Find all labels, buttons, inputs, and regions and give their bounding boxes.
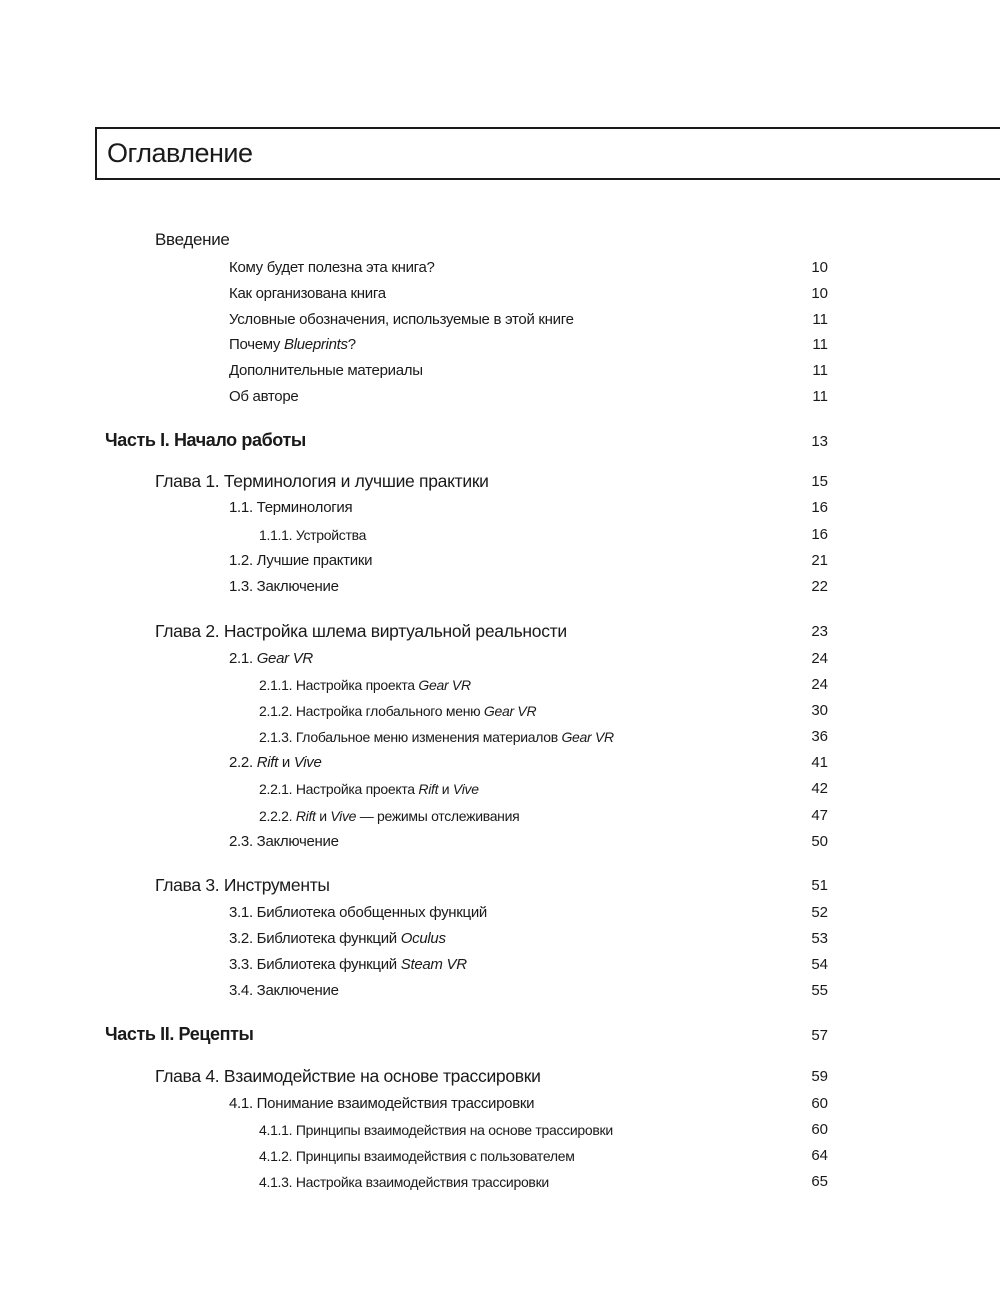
toc-page-number: 16 <box>811 526 828 543</box>
toc-label: Почему Blueprints? <box>229 336 356 353</box>
toc-label: 4.1.2. Принципы взаимодействия с пользователем <box>259 1148 575 1164</box>
toc-entry[interactable] <box>0 803 1000 827</box>
toc-label: 2.2. Rift и Vive <box>229 754 322 771</box>
toc-page-number: 65 <box>811 1173 828 1190</box>
toc-page-number: 16 <box>811 499 828 516</box>
toc-entry[interactable] <box>0 522 1000 546</box>
toc-page-number: 21 <box>811 552 828 569</box>
toc-part-heading[interactable] <box>0 1022 1000 1046</box>
toc-label: 1.1. Терминология <box>229 499 353 516</box>
toc-page-number: 47 <box>811 807 828 824</box>
toc-entry[interactable] <box>0 646 1000 670</box>
toc-page-number: 60 <box>811 1095 828 1112</box>
toc-label: 4.1.1. Принципы взаимодействия на основе трассировки <box>259 1122 613 1138</box>
toc-part-heading[interactable] <box>0 428 1000 452</box>
toc-label: 2.1.3. Глобальное меню изменения материалов Gear VR <box>259 729 614 745</box>
toc-entry[interactable] <box>0 358 1000 382</box>
toc-label: 2.1. Gear VR <box>229 650 313 667</box>
toc-entry[interactable] <box>0 952 1000 976</box>
toc-entry[interactable] <box>0 1169 1000 1193</box>
toc-label: 2.2.2. Rift и Vive — режимы отслеживания <box>259 808 520 824</box>
toc-entry[interactable] <box>0 307 1000 331</box>
toc-entry[interactable] <box>0 672 1000 696</box>
toc-page-number: 30 <box>811 702 828 719</box>
toc-label: Глава 3. Инструменты <box>155 875 330 895</box>
toc-label: Глава 4. Взаимодействие на основе трассировки <box>155 1066 541 1086</box>
toc-page-number: 11 <box>812 388 828 405</box>
toc-entry[interactable] <box>0 1091 1000 1115</box>
toc-label: 3.4. Заключение <box>229 982 339 999</box>
toc-page-number: 57 <box>811 1027 828 1044</box>
toc-entry[interactable] <box>0 829 1000 853</box>
toc-page-number: 24 <box>811 650 828 667</box>
toc-page-number: 52 <box>811 904 828 921</box>
page-title: Оглавление <box>107 138 253 168</box>
toc-label: 4.1.3. Настройка взаимодействия трассировки <box>259 1174 549 1190</box>
toc-intro-heading[interactable] <box>0 228 1000 252</box>
toc-label: Как организована книга <box>229 285 386 302</box>
toc-entry[interactable] <box>0 332 1000 356</box>
toc-label: 3.2. Библиотека функций Oculus <box>229 930 446 947</box>
toc-page-number: 41 <box>811 754 828 771</box>
toc-page-number: 11 <box>812 311 828 328</box>
toc-page-number: 42 <box>811 780 828 797</box>
toc-page-number: 22 <box>811 578 828 595</box>
toc-entry[interactable] <box>0 900 1000 924</box>
toc-page-number: 23 <box>811 623 828 640</box>
toc-label: Часть I. Начало работы <box>105 430 306 450</box>
toc-page-number: 55 <box>811 982 828 999</box>
toc-entry[interactable] <box>0 574 1000 598</box>
toc-chapter-heading[interactable] <box>0 873 1000 897</box>
toc-label: Часть II. Рецепты <box>105 1024 254 1044</box>
toc-entry[interactable] <box>0 698 1000 722</box>
toc-entry[interactable] <box>0 978 1000 1002</box>
toc-page-number: 11 <box>812 362 828 379</box>
toc-label: Дополнительные материалы <box>229 362 423 379</box>
toc-label: 1.1.1. Устройства <box>259 527 367 543</box>
toc-page-number: 59 <box>811 1068 828 1085</box>
toc-page-number: 51 <box>811 877 828 894</box>
toc-label: 2.2.1. Настройка проекта Rift и Vive <box>259 781 479 797</box>
toc-page-number: 11 <box>812 336 828 353</box>
toc-label: 3.3. Библиотека функций Steam VR <box>229 956 467 973</box>
toc-label: Введение <box>155 230 230 249</box>
toc-page-number: 64 <box>811 1147 828 1164</box>
toc-entry[interactable] <box>0 255 1000 279</box>
toc-chapter-heading[interactable] <box>0 469 1000 493</box>
toc-label: Глава 2. Настройка шлема виртуальной реальности <box>155 621 567 641</box>
toc-label: 4.1. Понимание взаимодействия трассировки <box>229 1095 535 1112</box>
toc-chapter-heading[interactable] <box>0 619 1000 643</box>
toc-label: 2.1.1. Настройка проекта Gear VR <box>259 677 471 693</box>
toc-page-number: 10 <box>811 259 828 276</box>
toc-entry[interactable] <box>0 750 1000 774</box>
toc-page-number: 60 <box>811 1121 828 1138</box>
toc-entry[interactable] <box>0 495 1000 519</box>
toc-page-number: 54 <box>811 956 828 973</box>
toc-label: 1.3. Заключение <box>229 578 339 595</box>
toc-chapter-heading[interactable] <box>0 1064 1000 1088</box>
toc-entry[interactable] <box>0 926 1000 950</box>
toc-page-number: 13 <box>811 433 828 450</box>
page-title-box <box>95 127 1000 180</box>
toc-entry[interactable] <box>0 384 1000 408</box>
toc-page-number: 10 <box>811 285 828 302</box>
toc-page-number: 15 <box>811 473 828 490</box>
toc-label: 2.1.2. Настройка глобального меню Gear VR <box>259 703 537 719</box>
toc-label: 3.1. Библиотека обобщенных функций <box>229 904 487 921</box>
toc-entry[interactable] <box>0 281 1000 305</box>
toc-label: Условные обозначения, используемые в этой книге <box>229 311 574 328</box>
toc-entry[interactable] <box>0 1117 1000 1141</box>
toc-page-number: 24 <box>811 676 828 693</box>
toc-label: 2.3. Заключение <box>229 833 339 850</box>
toc-entry[interactable] <box>0 548 1000 572</box>
toc-label: Глава 1. Терминология и лучшие практики <box>155 471 489 491</box>
toc-label: 1.2. Лучшие практики <box>229 552 373 569</box>
toc-label: Кому будет полезна эта книга? <box>229 259 435 276</box>
toc-entry[interactable] <box>0 724 1000 748</box>
toc-label: Об авторе <box>229 388 299 405</box>
toc-entry[interactable] <box>0 776 1000 800</box>
toc-page-number: 50 <box>811 833 828 850</box>
toc-entry[interactable] <box>0 1143 1000 1167</box>
toc-page-number: 36 <box>811 728 828 745</box>
toc-page-number: 53 <box>811 930 828 947</box>
